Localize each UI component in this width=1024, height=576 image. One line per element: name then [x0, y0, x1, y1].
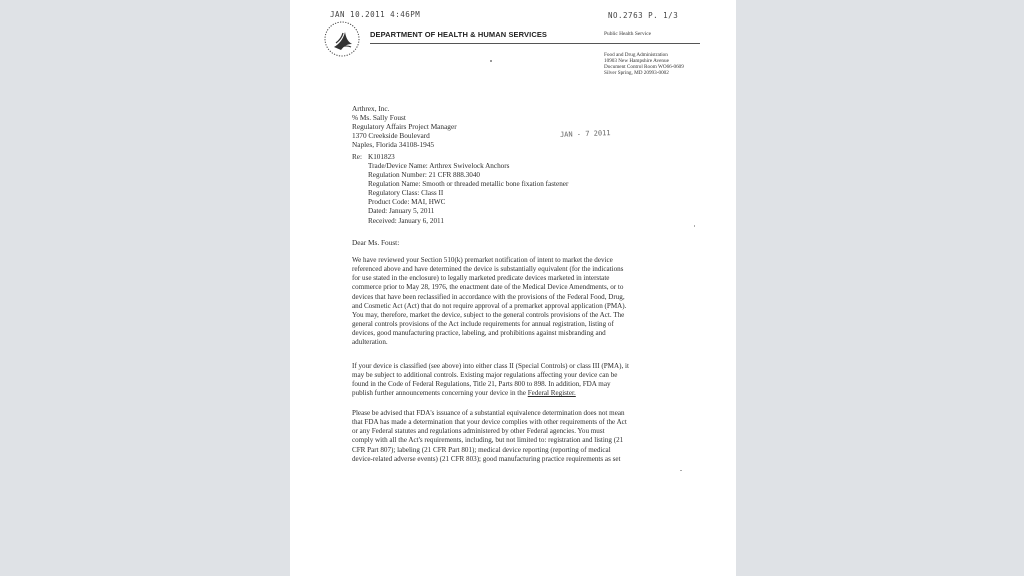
paragraph-line: We have reviewed your Section 510(k) premarket notification of intent to market the device: [352, 256, 613, 264]
reference-line: Product Code: MAI, HWC: [368, 198, 446, 207]
paragraph-line: You may, therefore, market the device, subject to the general controls provisions of the Act. The: [352, 310, 625, 319]
paragraph-line: or any Federal statutes and regulations administered by other Federal agencies. You must: [352, 427, 605, 436]
agency-line: Food and Drug Administration: [604, 52, 668, 58]
paragraph-3: [352, 409, 672, 464]
reference-line: Received: January 6, 2011: [368, 216, 444, 225]
recipient-line: Arthrex, Inc.: [352, 104, 390, 113]
reference-line: Regulation Name: Smooth or threaded metallic bone fixation fastener: [368, 180, 569, 189]
reference-details: [368, 162, 568, 226]
handwritten-date-stamp: JAN - 7 2011: [559, 129, 611, 139]
paragraph-line: CFR Part 807); labeling (21 CFR Part 801); medical device reporting (reporting of medical: [352, 445, 611, 454]
agency-line: 10903 New Hampshire Avenue: [604, 58, 669, 64]
public-health-service: Public Health Service: [604, 31, 652, 37]
reference-line: Regulatory Class: Class II: [368, 189, 444, 198]
reference-line: Trade/Device Name: Arthrex Swivelock Anchors: [368, 162, 510, 170]
k-number: K101823: [368, 153, 395, 161]
paragraph-line: commerce prior to May 28, 1976, the enactment date of the Medical Device Amendments, or to: [352, 283, 624, 292]
paragraph-line: and Cosmetic Act (Act) that do not require approval of a premarket approval application (PMA).: [352, 301, 627, 310]
federal-register-reference: Federal Register.: [527, 389, 576, 398]
paragraph-line: that FDA has made a determination that your device complies with other requirements of the Act: [352, 418, 627, 427]
reference-line: Dated: January 5, 2011: [368, 207, 435, 216]
paragraph-line: may be subject to additional controls. Existing major regulations affecting your device can be: [352, 371, 618, 380]
scan-speck: [694, 225, 695, 227]
scan-speck: [680, 470, 682, 471]
fax-page-number: NO.2763 P. 1/3: [608, 11, 679, 20]
paragraph-line: If your device is classified (see above) into either class II (Special Controls) or class III (PMA), it: [352, 362, 629, 370]
agency-address: [604, 52, 684, 76]
document-page: [290, 0, 736, 576]
paragraph-2: [352, 362, 672, 399]
reference-line: Regulation Number: 21 CFR 888.3040: [368, 171, 481, 180]
paragraph-line: comply with all the Act's requirements, including, but not limited to: registration and listing (21: [352, 436, 624, 445]
recipient-line: % Ms. Sally Foust: [352, 113, 406, 123]
recipient-line: 1370 Creekside Boulevard: [352, 131, 430, 141]
paragraph-line: Please be advised that FDA's issuance of a substantial equivalence determination does not mean: [352, 409, 625, 417]
paragraph-line: devices that have been reclassified in accordance with the provisions of the Federal Food, Drug,: [352, 292, 625, 301]
salutation: Dear Ms. Foust:: [352, 238, 400, 247]
paragraph-line: referenced above and have determined the device is substantially equivalent (for the indications: [352, 265, 624, 274]
paragraph-line: devices, good manufacturing practice, labeling, and prohibitions against misbranding and: [352, 329, 606, 338]
paragraph-line: found in the Code of Federal Regulations, Title 21, Parts 800 to 898. In addition, FDA may: [352, 380, 611, 389]
recipient-line: Naples, Florida 34108-1945: [352, 140, 435, 150]
paragraph-line: adulteration.: [352, 338, 388, 347]
paragraph-line: general controls provisions of the Act include requirements for annual registration, listing of: [352, 320, 614, 329]
paragraph-line: device-related adverse events) (21 CFR 803); good manufacturing practice requirements as set: [352, 454, 621, 463]
fax-datetime: JAN 10.2011 4:46PM: [330, 10, 421, 19]
agency-line: Silver Spring, MD 20993-0002: [604, 70, 669, 76]
letterhead-rule: [370, 43, 700, 44]
recipient-address: [352, 104, 457, 149]
paragraph-1: [352, 256, 672, 348]
paragraph-line: for use stated in the enclosure) to legally marketed predicate devices marketed in interstate: [352, 274, 610, 283]
paragraph-text: publish further announcements concerning your device in the: [352, 389, 528, 398]
recipient-line: Regulatory Affairs Project Manager: [352, 122, 457, 132]
agency-line: Document Control Room WO66-0609: [604, 64, 684, 70]
scan-speck: [490, 60, 492, 62]
re-label: Re:: [352, 153, 362, 161]
department-heading: DEPARTMENT OF HEALTH & HUMAN SERVICES: [370, 30, 548, 39]
paragraph-line: [352, 389, 672, 398]
hhs-seal-logo: [323, 20, 361, 58]
